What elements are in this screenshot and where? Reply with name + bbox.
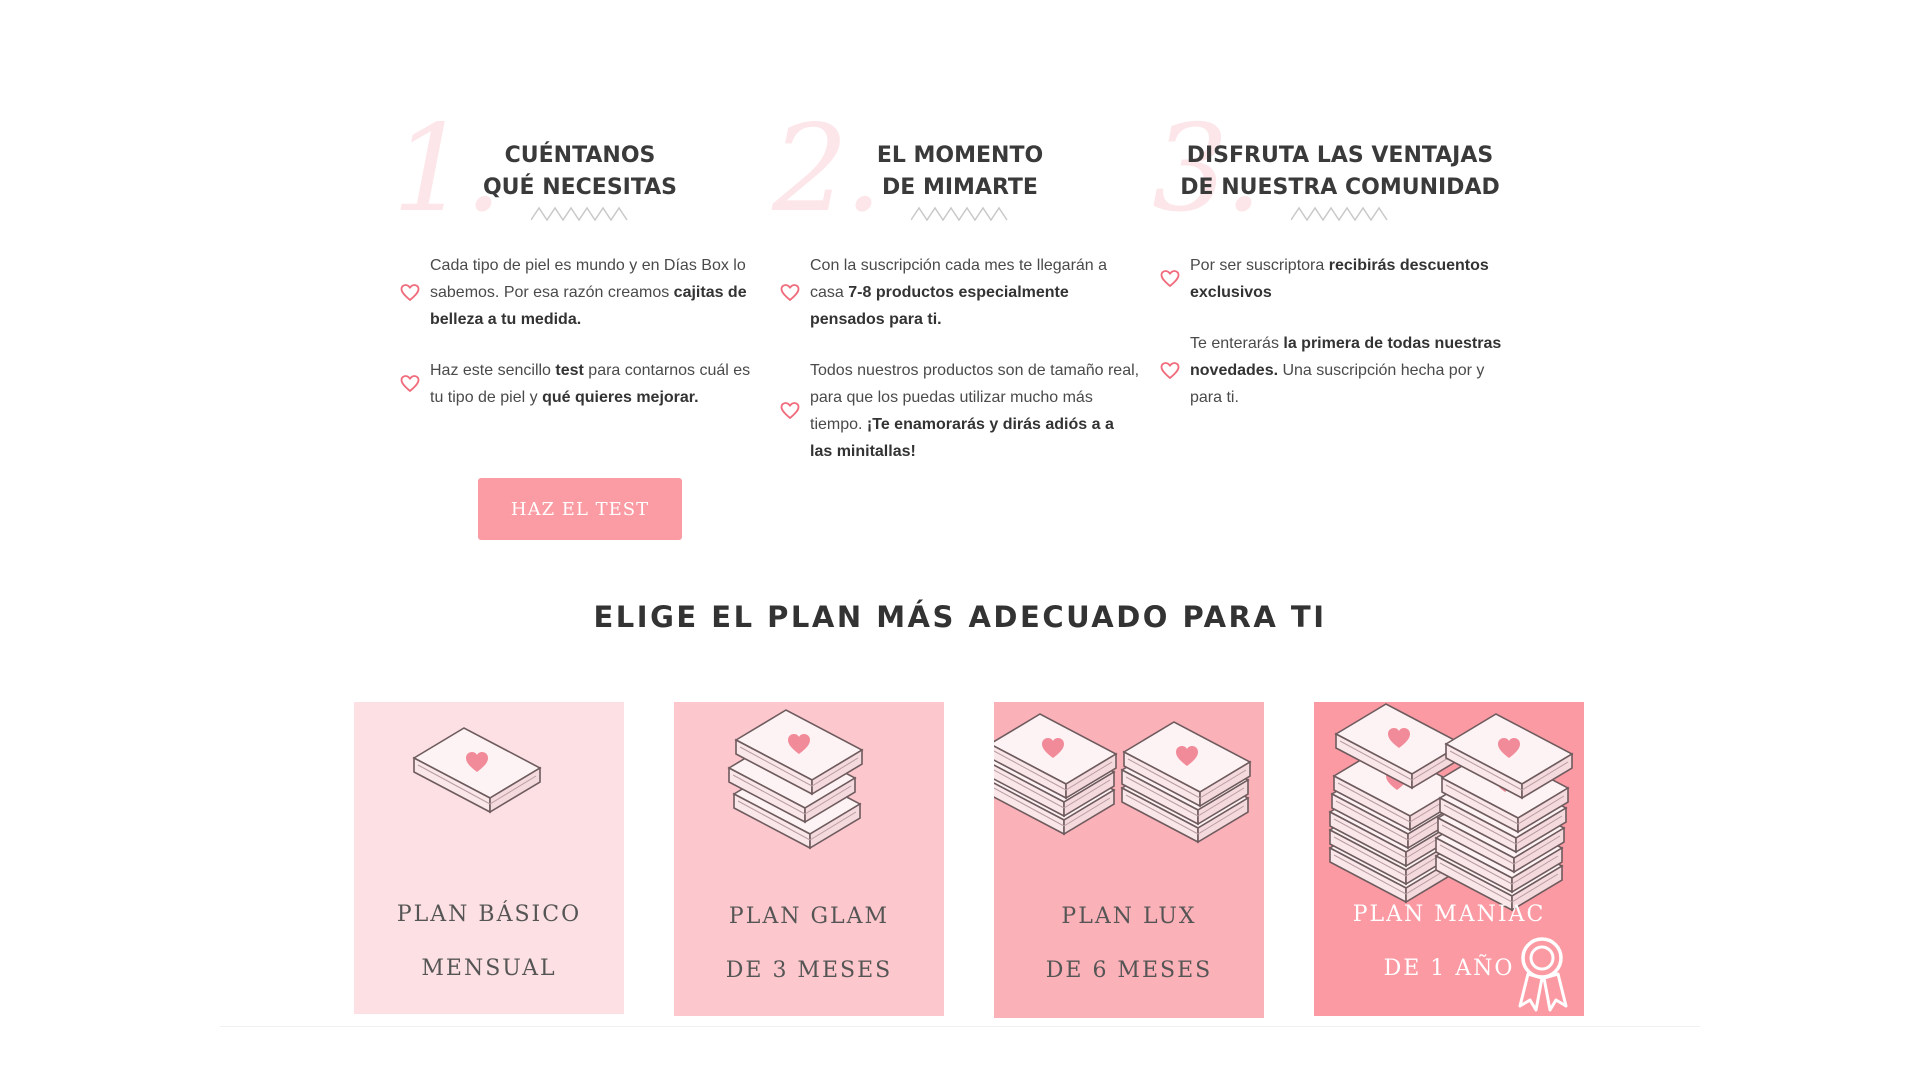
plan-card-glam[interactable] [674,702,944,1016]
step-number: 2. [772,100,879,239]
list-item: Te enterarás la primera de todas nuestras novedades. Una suscripción hecha por y para ti. [1160,330,1520,411]
take-test-button[interactable]: HAZ EL TEST [478,478,682,540]
step-title: EL MOMENTO DE MIMARTE [876,143,1044,200]
plan-duration: DE 1 AÑO [1383,956,1515,981]
steps-section [390,100,1530,470]
heart-icon [1160,269,1180,289]
step-points [1160,252,1520,435]
heart-icon [780,283,800,303]
plans-heading: ELIGE EL PLAN MÁS ADECUADO PARA TI [593,600,1327,634]
zigzag-divider [1291,206,1389,222]
list-item: Haz este sencillo test para contarnos cuál es tu tipo de piel y qué quieres mejorar. [400,357,760,411]
plan-duration: DE 6 MESES [1045,958,1213,983]
plan-name: PLAN GLAM [728,904,890,929]
plan-name: PLAN MANIAC [1352,902,1546,927]
step-title: CUÉNTANOS QUÉ NECESITAS [482,143,678,200]
step-title: DISFRUTA LAS VENTAJAS DE NUESTRA COMUNIDAD [1180,143,1500,200]
award-ribbon-icon [1514,934,1570,1012]
footer-divider [220,1026,1700,1027]
heart-icon [400,283,420,303]
list-item: Cada tipo de piel es mundo y en Días Box lo sabemos. Por esa razón creamos cajitas de belleza a tu medida. [400,252,760,333]
twelve-boxes-illustration [1314,702,1584,912]
plan-duration: MENSUAL [421,956,557,981]
plan-card-lux[interactable] [994,702,1264,1018]
plan-name: PLAN BÁSICO [396,902,582,927]
single-box-illustration [354,702,624,852]
heart-icon [400,374,420,394]
heart-icon [1160,361,1180,381]
zigzag-divider [911,206,1009,222]
list-item: Por ser suscriptora recibirás descuentos exclusivos [1160,252,1520,306]
six-boxes-illustration [994,702,1264,872]
zigzag-divider [531,206,629,222]
step-number: 3. [1152,100,1259,239]
list-item: Todos nuestros productos son de tamaño real, para que los puedas utilizar mucho más tiempo. ¡Te enamorarás y dirás adiós a a las minitallas! [780,357,1140,465]
plan-card-maniac[interactable] [1314,702,1584,1016]
step-number: 1. [392,100,499,239]
plan-name: PLAN LUX [1061,904,1197,929]
heart-icon [780,401,800,421]
plan-card-basico[interactable] [354,702,624,1014]
list-item: Con la suscripción cada mes te llegarán a casa 7-8 productos especialmente pensados para ti. [780,252,1140,333]
step-points [400,252,760,435]
step-points [780,252,1140,489]
three-boxes-illustration [674,702,944,882]
plan-duration: DE 3 MESES [725,958,893,983]
